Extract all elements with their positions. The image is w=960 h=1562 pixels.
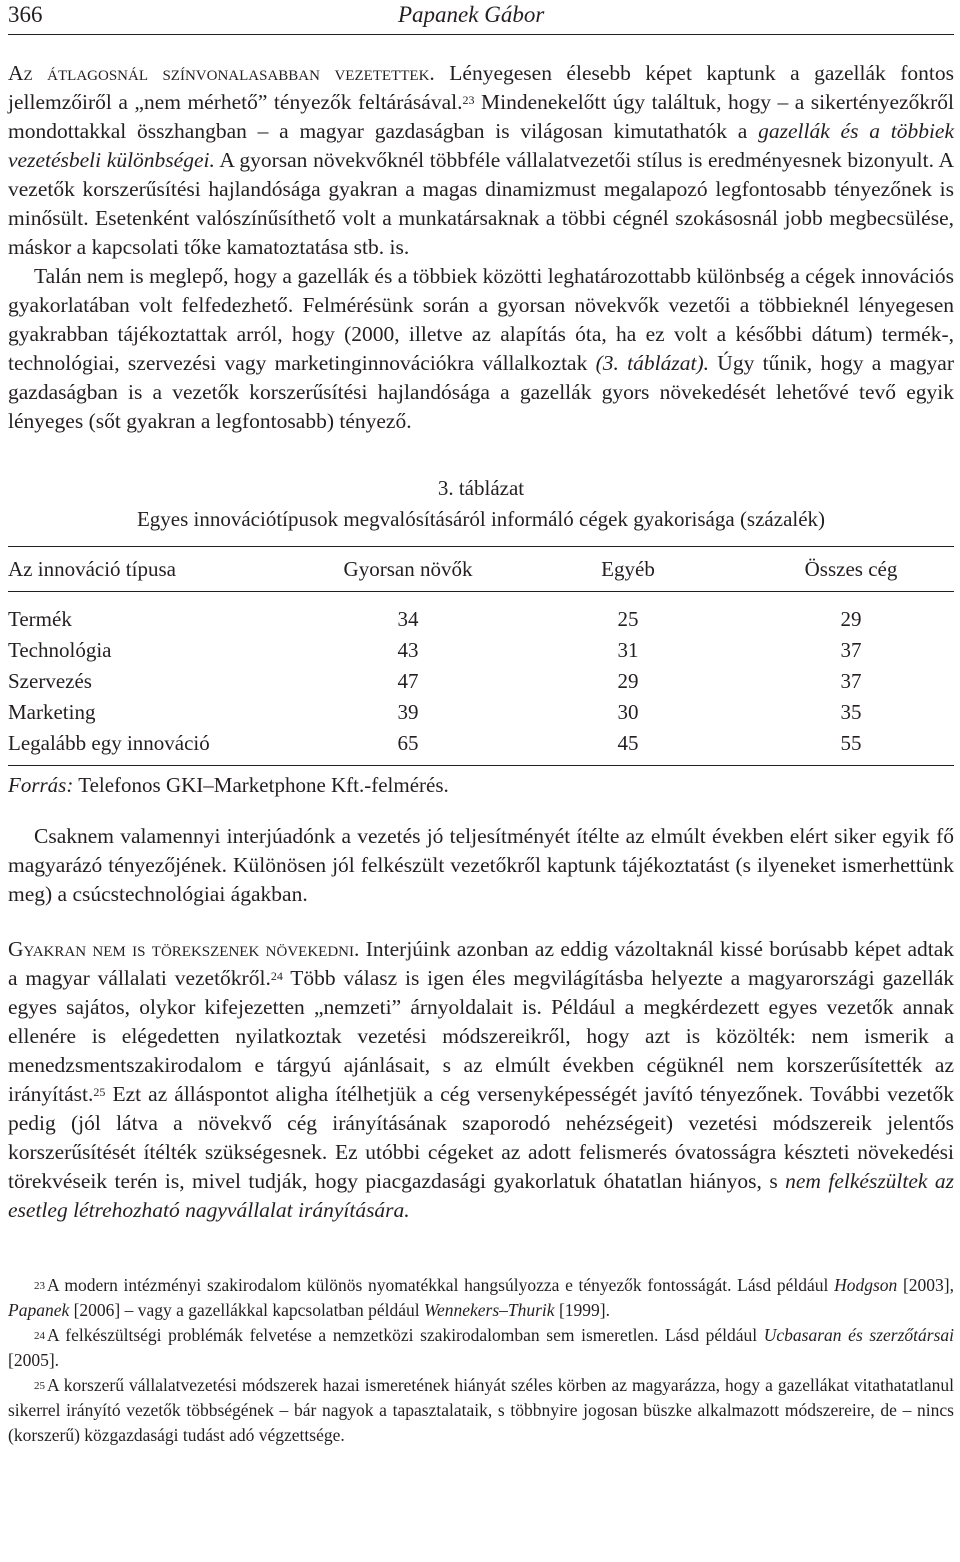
table-reference[interactable]: (3. táblázat). [595,351,710,375]
table-source: Forrás: Telefonos GKI–Marketphone Kft.-felmérés. [8,773,449,797]
table-cell: 47 [397,669,419,693]
footnote-text: [1999]. [554,1300,610,1320]
innovation-table [8,546,954,766]
table-cell: 31 [617,638,639,662]
section-heading: Gyakran nem is törekszenek növekedni. [8,937,360,961]
table-cell: 30 [617,700,639,724]
table-cell: 37 [840,638,862,662]
footnote-citation: Ucbasaran és szerzőtársai [763,1325,954,1345]
running-head-author: Papanek Gábor [398,2,545,27]
footnote-23 [8,1273,954,1323]
footnote-number: 25 [34,1380,45,1392]
footnotes [8,1273,954,1448]
footnote-ref-23[interactable]: 23 [462,93,475,107]
section-heading: Az átlagosnál színvonalasabban vezetettek. [8,61,435,85]
column-header: Egyéb [601,556,655,581]
table-cell: Szervezés [8,669,92,693]
table-cell: 45 [617,731,639,755]
column-header: Gyorsan növők [343,556,473,581]
table-caption: 3. táblázat [437,476,525,500]
table-cell: 29 [617,669,639,693]
table-cell: 55 [840,731,862,755]
table-cell: 39 [397,700,419,724]
table-cell: Technológia [8,638,112,662]
table-row [8,697,954,728]
table-cell: 43 [397,638,419,662]
footnote-citation: Hodgson [834,1275,898,1295]
footnote-ref-24[interactable]: 24 [270,969,283,983]
table-row [8,635,954,666]
column-header: Az innováció típusa [8,556,176,581]
table-title: Egyes innovációtípusok megvalósításáról informáló cégek gyakorisága (százalék) [136,507,826,531]
table-header-row [8,547,954,592]
table-row [8,728,954,766]
table-cell: 34 [397,607,419,631]
footnote-text: [2006] – vagy a gazellákkal kapcsolatban például [69,1300,424,1320]
table-cell: 35 [840,700,862,724]
footnote-25 [8,1373,954,1448]
running-header [8,2,954,28]
table-cell: 29 [840,607,862,631]
footnote-text: A felkészültségi problémák felvetése a nemzetközi szakirodalomban sem ismeretlen. Lásd például [47,1325,764,1345]
paragraph-gazelle-management: Az átlagosnál színvonalasabban vezetettek. Lényegesen élesebb képet kaptunk a gazellák fontos jellemzőiről a „nem mérhető” tényezők feltárásával.$^{23}$ Mindenekelőtt úgy találtuk, hogy – a sikertényezőkről mondottakkal összhangban – a magyar gazdaságban is világosan kimutathatók a gazellák és a többiek vezetésbeli különbségei. A gyorsan növekvőknél többféle vállalatvezetői stílus is eredményesnek bizonyult. A vezetők korszerűsítési hajlandósága gyakran a magas dinamizmust megalapozó legfontosabb tényezőnek is minősült. Esetenként valószínűsíthető volt a munkatársaknak a többi cégnél szokásosnál jobb megbecsülése, máskor a kapcsolati tőke kamatoztatása stb. is. [8,61,955,259]
table-cell: 37 [840,669,862,693]
footnote-text: A korszerű vállalatvezetési módszerek hazai ismeretének hiányát széles körben az magyarázza, hogy a gazellákat vitathatatlanul sikerrel irányító vezetők többségének – bár nagyok a tapasztalataik, s többnyire jogosan büszke alkalmazott módszereire, de – nincs (korszerű) közgazdasági tudást adó végzettsége. [8,1375,954,1445]
footnote-ref-25[interactable]: 25 [93,1085,106,1099]
table-cell: 25 [617,607,639,631]
table-cell: Marketing [8,700,96,724]
paragraph-growth-reluctance: Gyakran nem is törekszenek növekedni. Interjúink azonban az eddig vázoltaknál kissé borúsabb képet adtak a magyar vállalati vezetőkről.$^{24}$ Több válasz is igen éles megvilágításba helyezte a magyarországi gazellák egyes sajátos, olykor kifejezetten „nemzeti” árnyoldalait is. Például a megkérdezett egyes vezetők annak ellenére is elégedetten nyilatkoztak vezetési módszereikről, hogy azt is közölték: nem ismerik a menedzsmentszakirodalom e tárgyú ajánlásait, s az elmúlt években cégüknél nem korszerűsítették az irányítást.$^{25}$ Ezt az álláspontot aligha ítélhetjük a cég versenyképességét javító tényezőnek. További vezetők pedig (jól látva a növekvő cég irányításának szaporodó nehézségeit) vezetési módszereik jelentős korszerűsítését ítélték szükségesnek. Ez utóbbi cégeket az adott felismerés óvatosságra készteti növekedési törekvéseik terén is, mivel tudják, hogy piacgazdasági gyakorlatuk óhatatlan hiányos, s nem felkészültek az esetleg létrehozható nagyvállalat irányítására. [8,937,955,1222]
table-row [8,592,954,636]
table-cell: Legalább egy innováció [8,731,210,755]
footnote-24 [8,1323,954,1373]
header-rule [8,34,954,35]
table-cell: 65 [397,731,419,755]
page-number: 366 [8,2,43,27]
footnote-citation: Wennekers–Thurik [423,1300,555,1320]
column-header: Összes cég [804,556,898,581]
footnote-text: [2003], [897,1275,955,1295]
footnote-number: 23 [34,1280,45,1292]
footnote-text: A modern intézményi szakirodalom különös nyomatékkal hangsúlyozza e tényezők fontosságát. Lásd például [47,1275,835,1295]
paragraph-leadership: Csaknem valamennyi interjúadónk a vezetés jó teljesítményét ítélte az elmúlt években elért siker egyik fő magyarázó tényezőjének. Különösen jól felkészült vezetőkről kaptunk tájékoztatást (s ilyeneket ismerhettünk meg) a csúcstechnológiai ágakban. [8,824,954,906]
page [8,0,954,1448]
footnote-number: 24 [34,1330,45,1342]
paragraph-innovation: Talán nem is meglepő, hogy a gazellák és a többiek közötti leghatározottabb különbség a cégek innovációs gyakorlatában volt felfedezhető. Felmérésünk során a gyorsan növekvők vezetői a többieknél lényegesen gyakrabban tájékoztattak arról, hogy (2000, illetve az alapítás óta, ha ez volt a későbbi dátum) termék-, technológiai, szervezési vagy marketinginnovációkra vállalkoztak (3. táblázat). Úgy tűnik, hogy a magyar gazdaságban is a vezetők korszerűsítési hajlandósága a gazellák gyors növekedését lehetővé tevő egyik lényeges (sőt gyakran a legfontosabb) tényező. [8,264,955,433]
footnote-citation: Papanek [8,1300,70,1320]
table-cell: Termék [8,607,72,631]
table-row [8,666,954,697]
footnote-text: [2005]. [8,1350,60,1370]
